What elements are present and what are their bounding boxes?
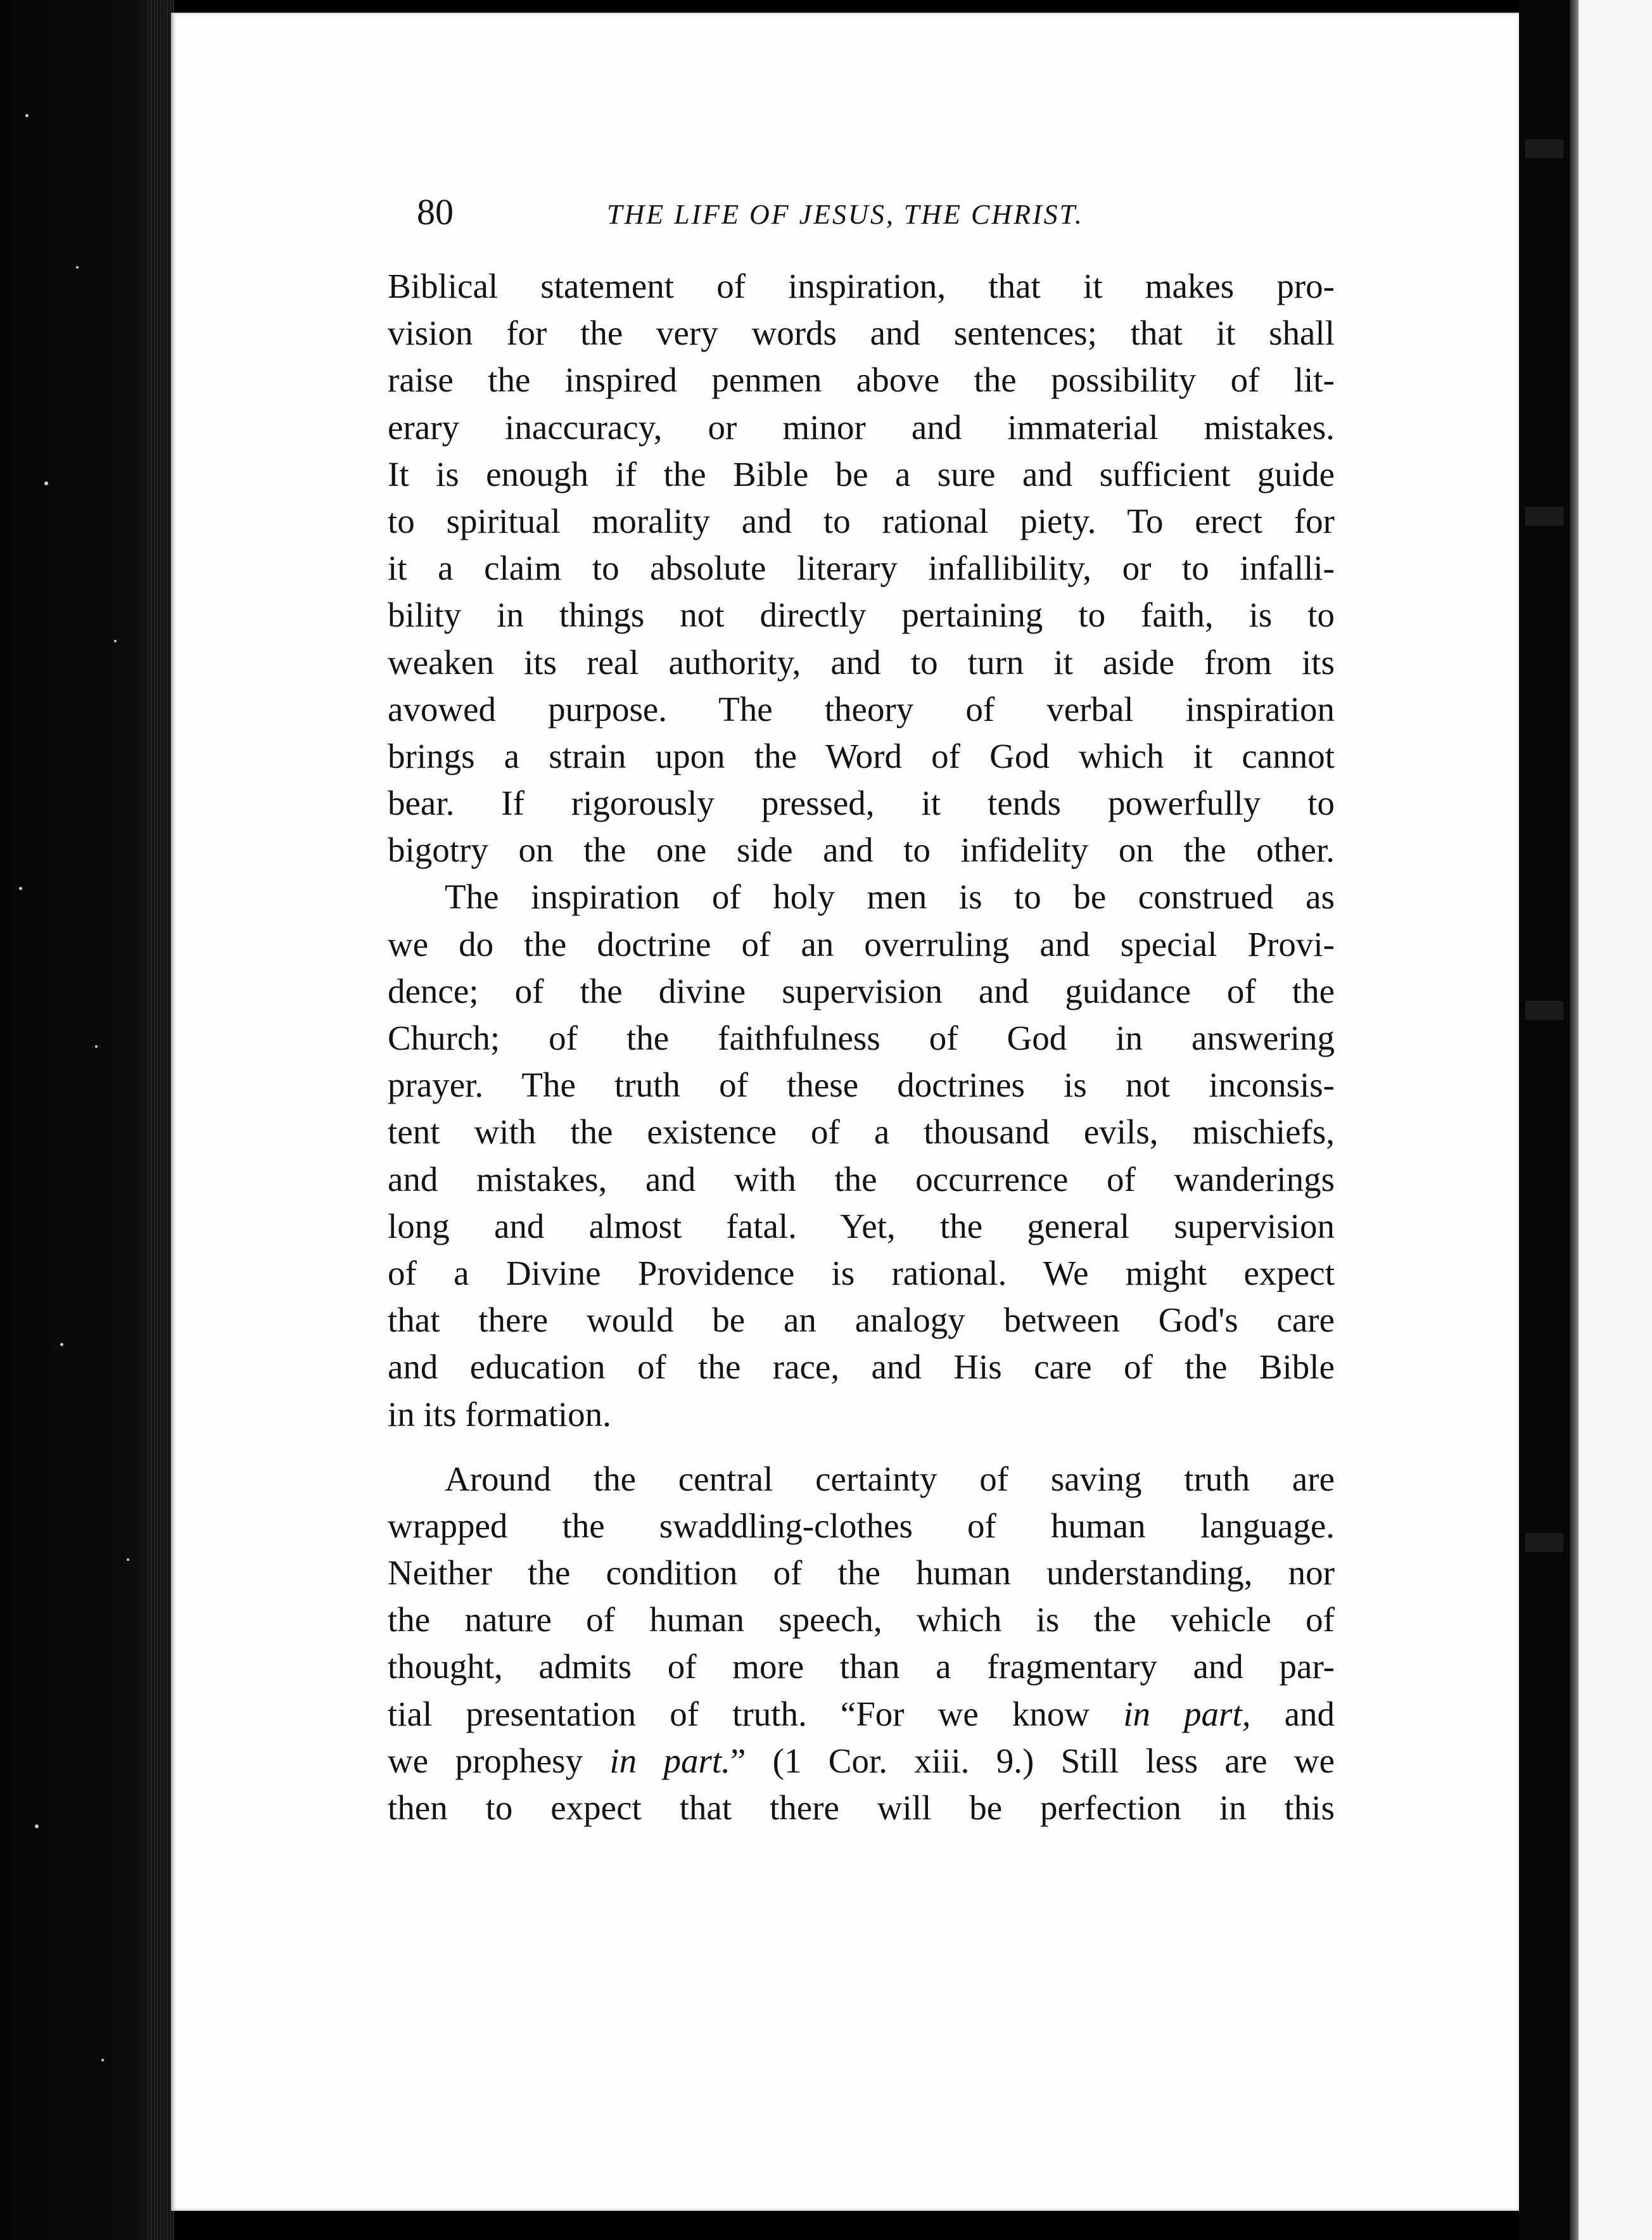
text-line: it a claim to absolute literary infallibility, or to infalli- [388, 549, 1335, 588]
binding-notch [1525, 1001, 1563, 1020]
binding-notch [1525, 507, 1563, 526]
text-line: to spiritual morality and to rational piety. To erect for [388, 501, 1335, 540]
text-line: bigotry on the one side and to infidelity on the other. [388, 830, 1335, 870]
dust-speck [76, 266, 79, 269]
text-line: in its formation. [388, 1394, 611, 1434]
book-binding-strip [1519, 0, 1570, 2240]
text-segment: tial presentation of truth. “For we know [388, 1694, 1124, 1733]
text-line: long and almost fatal. Yet, the general supervision [388, 1206, 1335, 1245]
text-line: then to expect that there will be perfection in this [388, 1788, 1335, 1827]
dust-speck [101, 2059, 104, 2061]
text-line: The inspiration of holy men is to be construed as [445, 877, 1335, 917]
text-line: weaken its real authority, and to turn it aside from its [388, 642, 1335, 682]
italic-phrase: in part. [609, 1741, 730, 1780]
text-line: thought, admits of more than a fragmentary and par- [388, 1647, 1335, 1686]
text-line: tent with the existence of a thousand evils, mischiefs, [388, 1112, 1335, 1152]
dust-speck [35, 1824, 39, 1828]
paragraph-gap [388, 1438, 1335, 1456]
page-number: 80 [417, 191, 454, 232]
text-line: wrapped the swaddling-clothes of human language. [388, 1506, 1335, 1545]
text-line: and mistakes, and with the occurrence of wanderings [388, 1159, 1335, 1199]
text-line: bear. If rigorously pressed, it tends powerfully to [388, 784, 1335, 823]
text-line: Neither the condition of the human understanding, nor [388, 1553, 1335, 1593]
text-line: avowed purpose. The theory of verbal inspiration [388, 689, 1335, 729]
dust-speck [114, 640, 117, 642]
text-line-with-quote [388, 1691, 1335, 1738]
text-line: prayer. The truth of these doctrines is not inconsis- [388, 1066, 1335, 1105]
dust-speck [127, 1558, 129, 1561]
italic-phrase: in part, [1123, 1694, 1251, 1733]
text-line: we do the doctrine of an overruling and special Provi- [388, 924, 1335, 964]
dust-speck [44, 481, 48, 485]
body-text [388, 263, 1335, 1831]
dust-speck [25, 114, 29, 117]
paragraph [388, 263, 1335, 874]
dust-speck [60, 1343, 63, 1346]
text-line: vision for the very words and sentences; that it shall [388, 314, 1335, 353]
text-segment: and [1250, 1694, 1335, 1733]
text-line: and education of the race, and His care of the Bible [388, 1347, 1335, 1387]
text-segment: ” (1 Cor. xiii. 9.) Still less are we [730, 1741, 1335, 1780]
binding-notch [1525, 139, 1563, 158]
running-header [417, 184, 1348, 241]
text-line: bility in things not directly pertaining to faith, is to [388, 595, 1335, 635]
text-line: that there would be an analogy between God's care [388, 1301, 1335, 1340]
next-page-sliver [1570, 0, 1652, 2240]
next-page-edge-shadow [1570, 0, 1579, 2240]
binding-notch [1525, 1533, 1563, 1552]
text-line: of a Divine Providence is rational. We might expect [388, 1253, 1335, 1292]
text-line: Biblical statement of inspiration, that it makes pro- [388, 267, 1335, 305]
running-title: THE LIFE OF JESUS, THE CHRIST. [607, 199, 1084, 230]
page-stack-edge [146, 0, 174, 2240]
text-segment: we prophesy [388, 1741, 610, 1780]
text-line: brings a strain upon the Word of God which it cannot [388, 736, 1335, 775]
paragraph [388, 1456, 1335, 1832]
dust-speck [95, 1045, 98, 1048]
text-line: Church; of the faithfulness of God in answering [388, 1019, 1335, 1057]
text-line: the nature of human speech, which is the vehicle of [388, 1600, 1335, 1639]
text-line: dence; of the divine supervision and guidance of the [388, 971, 1335, 1010]
text-line-with-quote [388, 1738, 1335, 1785]
paragraph [388, 874, 1335, 1437]
text-line: It is enough if the Bible be a sure and sufficient guide [388, 454, 1335, 493]
text-line: Around the central certainty of saving truth are [445, 1459, 1335, 1498]
text-line: erary inaccuracy, or minor and immaterial mistakes. [388, 407, 1335, 447]
dust-speck [19, 887, 22, 890]
text-line: raise the inspired penmen above the possibility of lit- [388, 360, 1335, 400]
